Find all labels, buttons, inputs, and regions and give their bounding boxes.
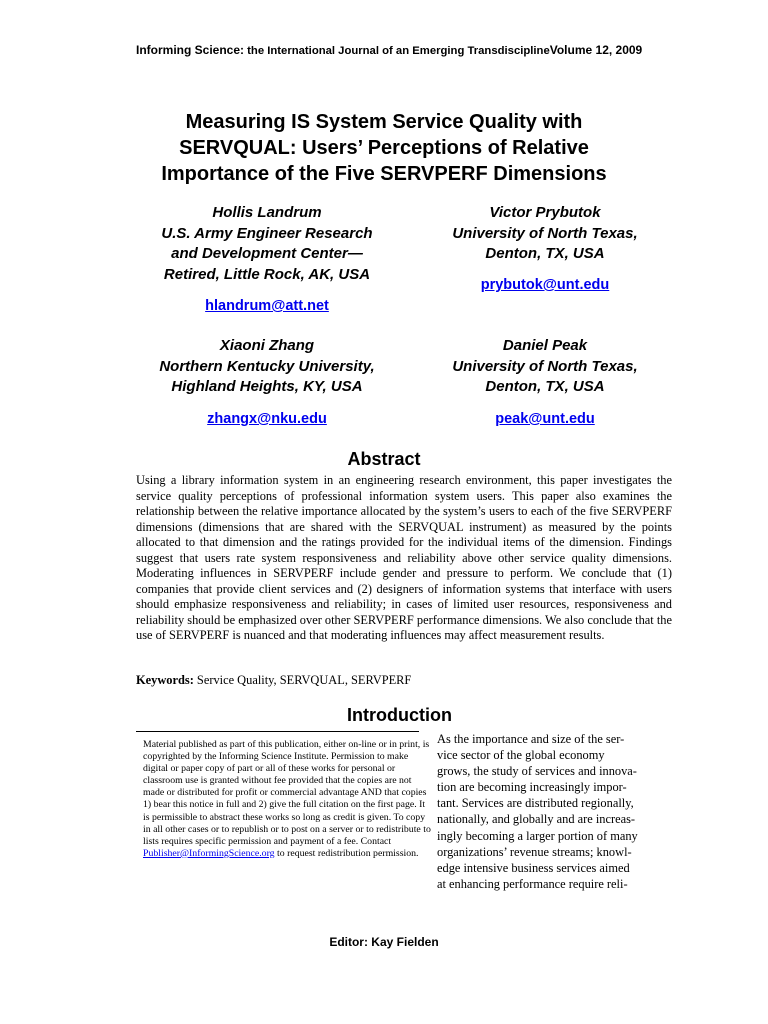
author-block-prybutok xyxy=(400,203,690,265)
author-affiliation: Denton, TX, USA xyxy=(485,245,605,262)
keywords-label: Keywords: xyxy=(136,673,194,687)
author-affiliation: Retired, Little Rock, AK, USA xyxy=(163,265,371,283)
volume-label: Volume 12, 2009 xyxy=(549,43,643,57)
author-block-zhang xyxy=(122,336,412,398)
email-link-zhang[interactable]: zhangx@nku.edu xyxy=(207,411,327,427)
keywords-value: Service Quality, SERVQUAL, SERVPERF xyxy=(193,673,412,687)
journal-name-bold: Informing Science: xyxy=(136,43,245,57)
journal-name-rest: the International Journal of an Emerging Transdiscipline xyxy=(244,45,550,57)
author-affiliation: Highland Heights, KY, USA xyxy=(171,378,363,395)
intro-line: tion are becoming increasingly impor- xyxy=(437,780,627,795)
running-header xyxy=(136,43,643,57)
editor-credit: Editor: Kay Fielden xyxy=(329,935,439,949)
intro-line: As the importance and size of the ser- xyxy=(437,732,625,746)
author-affiliation: U.S. Army Engineer Research xyxy=(161,224,373,242)
email-link-peak[interactable]: peak@unt.edu xyxy=(495,411,595,427)
abstract-heading: Abstract xyxy=(347,449,421,469)
email-link-landrum[interactable]: hlandrum@att.net xyxy=(205,298,329,314)
paper-title xyxy=(100,109,668,187)
publisher-email-link[interactable]: Publisher@InformingScience.org xyxy=(143,847,275,859)
footnote-rule xyxy=(136,731,419,732)
intro-line: ingly becoming a larger portion of many xyxy=(437,828,638,843)
email-link-prybutok[interactable]: prybutok@unt.edu xyxy=(480,277,610,293)
intro-line: grows, the study of services and innova- xyxy=(437,764,637,779)
footnote-text-end: to request redistribution permission. xyxy=(274,847,419,859)
author-block-landrum xyxy=(122,203,412,285)
abstract-text: Using a library information system in an engineering research environment, this paper investigates the service quality perceptions of professional information system users. This paper also examines the relationship between the relative importance allocated by the system’s users to each of the five SERVPERF dimensions (dimensions that are shared with the SERVQUAL instrument) as measured by the points allocated to that dimension and the ratings provided for the individual items of the dimension. Findings suggest that users rate system responsiveness and reliability above other service quality dimensions. Moderating influences in SERVPERF include gender and pressure to perform. We conclude that (1) companies that provide client services and (2) designers of information systems that interface with users should emphasize responsiveness and reliability; in cases of limited user resources, responsiveness and reliability should be emphasized over other SERVPERF performance dimensions. We also conclude that the use of SERVPERF is nuanced and that moderating influences may affect measurement results. xyxy=(136,473,672,642)
author-name: Xiaoni Zhang xyxy=(219,337,315,354)
introduction-heading: Introduction xyxy=(347,705,452,725)
author-affiliation: University of North Texas, xyxy=(452,357,638,375)
intro-line: at enhancing performance require reli- xyxy=(437,876,628,891)
author-name: Victor Prybutok xyxy=(489,204,601,221)
intro-line: edge intensive business services aimed xyxy=(437,860,630,875)
author-affiliation: and Development Center— xyxy=(171,245,363,262)
title-line: Importance of the Five SERVPERF Dimensions xyxy=(161,163,607,185)
footnote-text: Material published as part of this publication, either on-line or in print, is copyrighted by the Informing Science Institute. Permission to make digital or paper copy of part or all of these works for personal or classroom use is granted without fee provided that the copies are not made or distributed for profit or commercial advantage AND that copies 1) bear this notice in full and 2) give the full citation on the first page. It is permissible to abstract these works so long as credit is given. To copy in all other cases or to republish or to post on a server or to redistribute to lists requires specific permission and payment of a fee. Contact xyxy=(143,739,431,847)
author-name: Daniel Peak xyxy=(502,337,588,354)
author-block-peak xyxy=(400,336,690,398)
author-name: Hollis Landrum xyxy=(212,204,322,221)
author-affiliation: Northern Kentucky University, xyxy=(159,357,375,375)
introduction-text xyxy=(437,731,673,892)
intro-line: tant. Services are distributed regionally, xyxy=(437,796,634,811)
intro-line: organizations’ revenue streams; knowl- xyxy=(437,844,632,859)
journal-name xyxy=(136,43,550,57)
author-affiliation: University of North Texas, xyxy=(452,224,638,242)
title-line: Measuring IS System Service Quality with xyxy=(185,111,583,133)
author-affiliation: Denton, TX, USA xyxy=(485,378,605,395)
intro-line: vice sector of the global economy xyxy=(437,748,605,763)
keywords xyxy=(136,673,672,688)
title-line: SERVQUAL: Users’ Perceptions of Relative xyxy=(179,137,589,159)
intro-line: nationally, and globally and are increas- xyxy=(437,812,636,827)
copyright-footnote xyxy=(143,739,433,860)
